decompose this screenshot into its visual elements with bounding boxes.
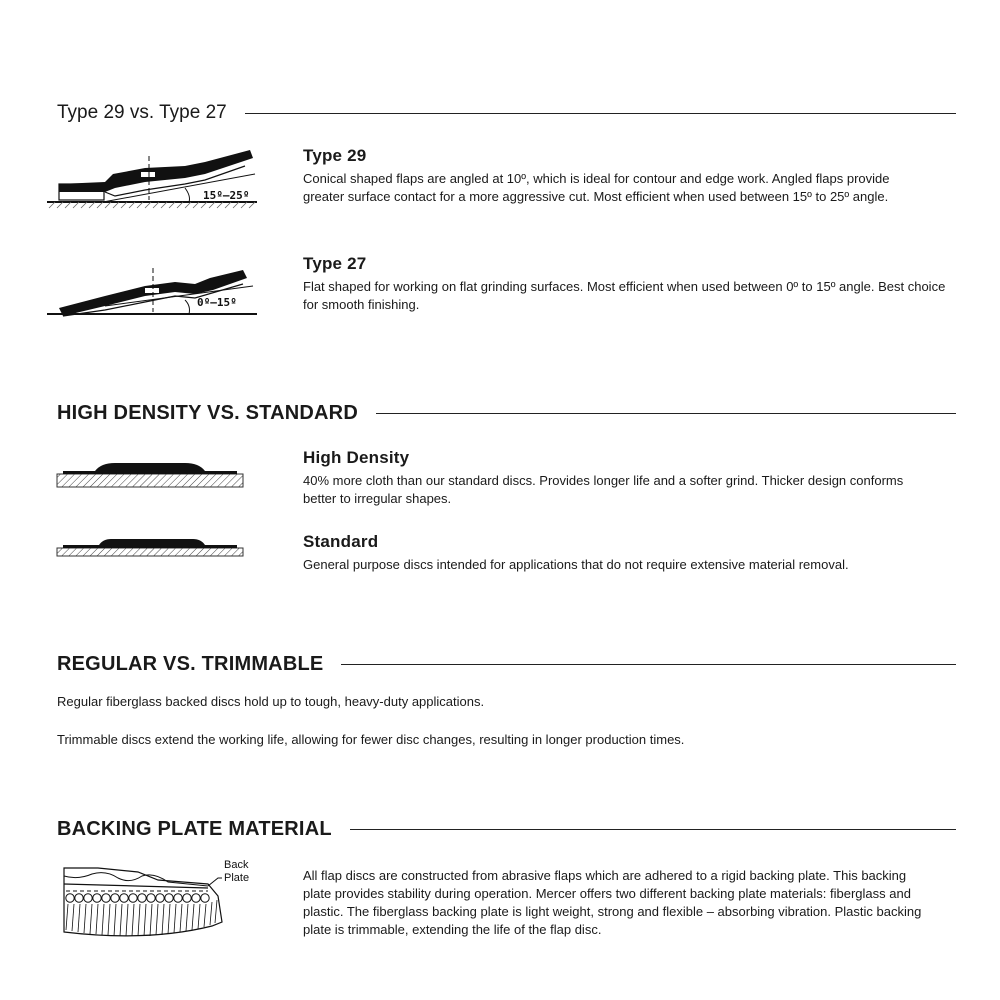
section-title-backing: BACKING PLATE MATERIAL <box>57 818 332 840</box>
high-density-block <box>303 448 953 508</box>
section-divider <box>341 664 956 665</box>
type27-angle-label: 0º–15º <box>197 296 237 309</box>
section-divider <box>376 413 956 414</box>
standard-heading: Standard <box>303 532 379 551</box>
backing-plate-diagram <box>58 856 278 948</box>
section-header-type <box>57 102 956 124</box>
type27-diagram <box>45 262 265 324</box>
type29-description: Conical shaped flaps are angled at 10º, which is ideal for contour and edge work. Angled flaps provide greater surface contact for a more aggressive cut. Most efficient when used between 15º to 25º angle. <box>303 171 890 204</box>
type29-angle-label: 15º–25º <box>203 189 250 202</box>
back-plate-label-line1: Back <box>224 859 249 871</box>
type29-heading: Type 29 <box>303 146 367 165</box>
backing-block <box>303 867 953 939</box>
section-title-trim: REGULAR VS. TRIMMABLE <box>57 653 324 675</box>
backing-description: All flap discs are constructed from abrasive flaps which are adhered to a rigid backing plate. This backing plate provides stability during operation. Mercer offers two different backing plate materials: fiberglass and plastic. The fiberglass backing plate is light weight, strong and flexible – absorbing vibration. Plastic backing plate is trimmable, extending the life of the flap disc. <box>303 868 922 937</box>
type29-diagram <box>45 144 265 216</box>
regular-paragraph: Regular fiberglass backed discs hold up to tough, heavy-duty applications. <box>57 694 485 709</box>
standard-diagram <box>55 534 247 560</box>
type27-heading: Type 27 <box>303 254 367 273</box>
section-title-density: HIGH DENSITY VS. STANDARD <box>57 402 358 424</box>
standard-description: General purpose discs intended for applications that do not require extensive material removal. <box>303 557 849 572</box>
type27-description: Flat shaped for working on flat grinding surfaces. Most efficient when used between 0º to 15º angle. Best choice for smooth finishing. <box>303 279 946 312</box>
section-header-trim <box>57 653 956 676</box>
type27-block <box>303 254 953 314</box>
section-header-backing <box>57 818 956 841</box>
high-density-description: 40% more cloth than our standard discs. Provides longer life and a softer grind. Thicker design conforms better to irregular shapes. <box>303 473 904 506</box>
type29-block <box>303 146 953 206</box>
section-divider <box>350 829 956 830</box>
section-divider <box>245 113 956 114</box>
back-plate-label-line2: Plate <box>224 872 250 884</box>
high-density-diagram <box>55 458 247 492</box>
high-density-heading: High Density <box>303 448 410 467</box>
section-header-density <box>57 402 956 425</box>
trimmable-paragraph: Trimmable discs extend the working life, allowing for fewer disc changes, resulting in longer production times. <box>57 732 685 747</box>
section-title-type: Type 29 vs. Type 27 <box>57 102 227 123</box>
standard-block <box>303 532 953 574</box>
